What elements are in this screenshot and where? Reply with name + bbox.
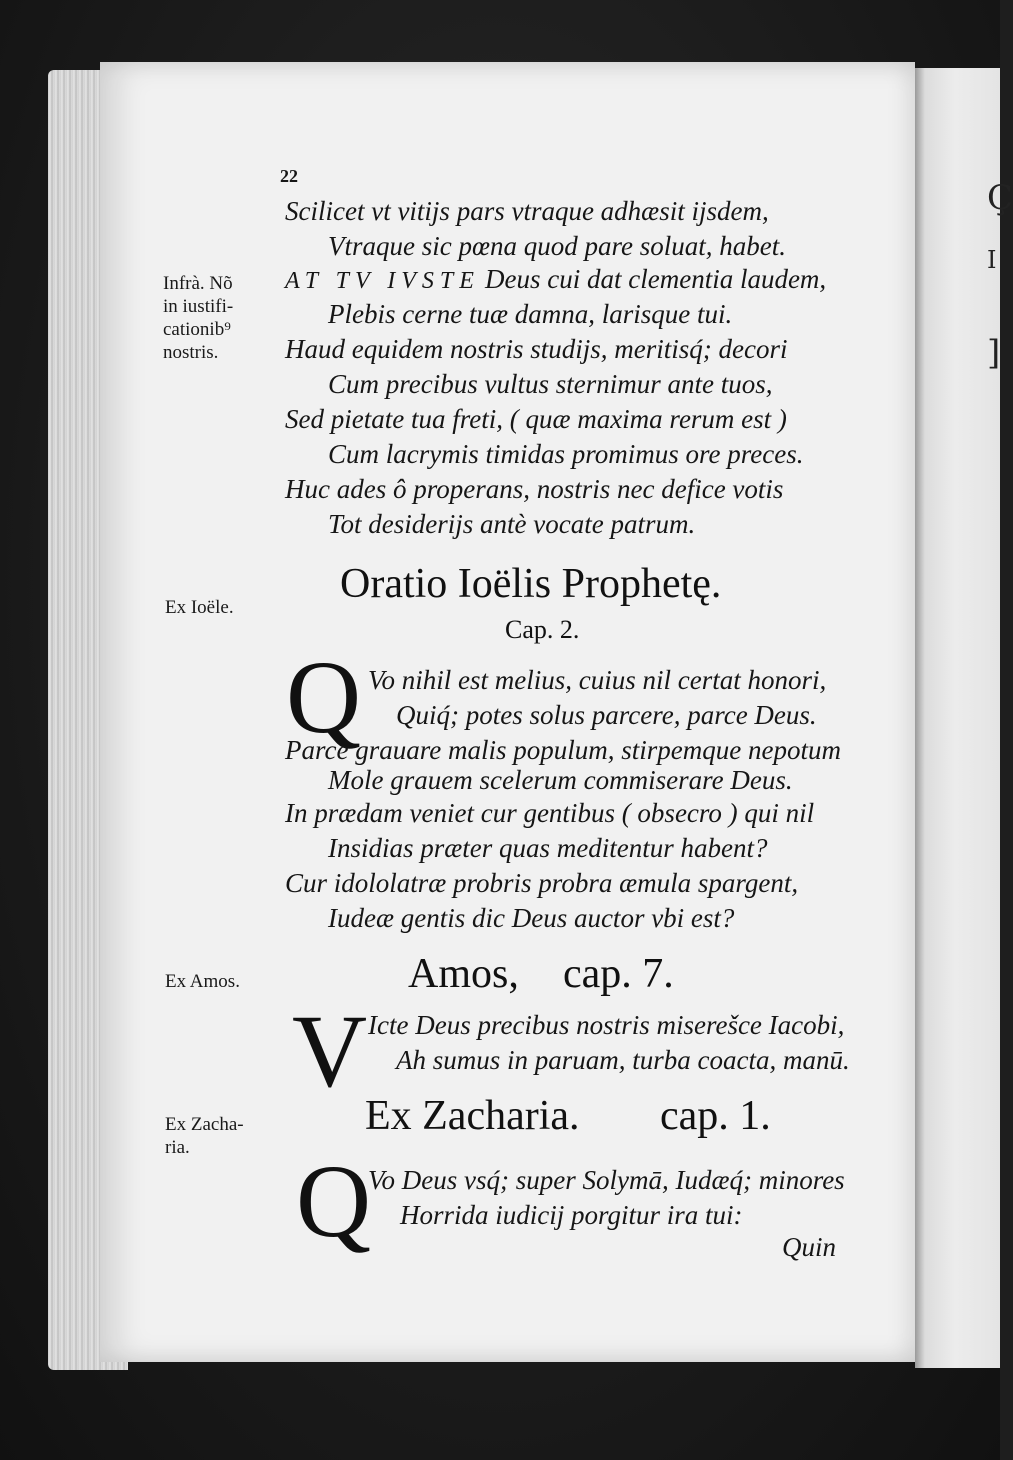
verse-line: In prædam veniet cur gentibus ( obsecro ) qui nil bbox=[285, 798, 815, 828]
stanza-text: Deus cui dat clementia laudem, bbox=[485, 264, 827, 294]
facing-glyph: Ç bbox=[987, 178, 1013, 218]
margin-line: Infrà. Nõ bbox=[163, 273, 233, 294]
margin-line: nostris. bbox=[163, 342, 219, 363]
verse-line: Iudeæ gentis dic Deus auctor vbi est? bbox=[328, 903, 735, 933]
margin-line: in iustifi- bbox=[163, 296, 234, 317]
section-heading-amos: Amos, bbox=[408, 951, 519, 997]
stanza-line: Tot desiderijs antè vocate patrum. bbox=[328, 509, 696, 539]
dropcap-q: Q bbox=[286, 640, 362, 755]
section-heading-ioel: Oratio Ioëlis Prophetę. bbox=[340, 561, 722, 607]
stanza-line: Huc ades ô properans, nostris nec defice votis bbox=[285, 474, 784, 504]
section-heading-zacharia: Ex Zacharia. bbox=[365, 1093, 580, 1139]
verse-line: Vo nihil est melius, cuius nil certat honori, bbox=[368, 665, 827, 695]
margin-note-infra bbox=[163, 272, 233, 364]
chapter-label-ioel: Cap. 2. bbox=[505, 615, 580, 644]
margin-note-zacharia bbox=[165, 1113, 244, 1159]
verse-line: Cur idololatræ probris probra æmula spargent, bbox=[285, 868, 799, 898]
verse-line: Icte Deus precibus nostris miserešce Iacobi, bbox=[368, 1010, 845, 1040]
verse-line: Vo Deus vsq́; super Solymā, Iudæq́; minores bbox=[368, 1165, 845, 1195]
verse-line: Parce grauare malis populum, stirpemque nepotum bbox=[285, 735, 841, 765]
stanza-line bbox=[285, 264, 826, 295]
margin-line: Ex Zacha- bbox=[165, 1114, 244, 1135]
catchword: Quin bbox=[782, 1232, 836, 1262]
stanza-line: Plebis cerne tuæ damna, larisque tui. bbox=[328, 299, 733, 329]
page-number: 22 bbox=[280, 166, 298, 186]
lead-caps: AT TV IVSTE bbox=[285, 268, 480, 294]
stanza-line: Cum lacrymis timidas promimus ore preces. bbox=[328, 439, 804, 469]
margin-note-amos: Ex Amos. bbox=[165, 971, 240, 992]
verse-line: Vtraque sic pœna quod pare soluat, habet. bbox=[328, 231, 786, 261]
stanza-line: Sed pietate tua freti, ( quæ maxima rerum est ) bbox=[285, 404, 787, 434]
verse-line: Insidias præter quas meditentur habent? bbox=[328, 833, 768, 863]
facing-glyph: ] bbox=[987, 333, 1001, 373]
verse-line: Quiq́; potes solus parcere, parce Deus. bbox=[396, 700, 817, 730]
chapter-label-zacharia: cap. 1. bbox=[660, 1093, 771, 1139]
dropcap-q: Q bbox=[296, 1144, 372, 1259]
facing-glyph: I bbox=[987, 246, 997, 274]
facing-page bbox=[915, 68, 1013, 1368]
stanza-line: Cum precibus vultus sternimur ante tuos, bbox=[328, 369, 773, 399]
stanza-line: Haud equidem nostris studijs, meritisq́; decori bbox=[285, 334, 788, 364]
margin-line: cationib⁹ bbox=[163, 319, 231, 340]
chapter-label-amos: cap. 7. bbox=[563, 951, 674, 997]
verse-line: Ah sumus in paruam, turba coacta, manū. bbox=[396, 1045, 850, 1075]
verse-line: Horrida iudicij porgitur ira tui: bbox=[400, 1200, 743, 1230]
verse-line: Scilicet vt vitijs pars vtraque adhæsit ijsdem, bbox=[285, 196, 769, 226]
dropcap-v: V bbox=[292, 994, 368, 1109]
margin-note-ioele: Ex Ioële. bbox=[165, 597, 234, 618]
margin-line: ria. bbox=[165, 1137, 190, 1158]
verse-line: Mole grauem scelerum commiserare Deus. bbox=[328, 765, 793, 795]
